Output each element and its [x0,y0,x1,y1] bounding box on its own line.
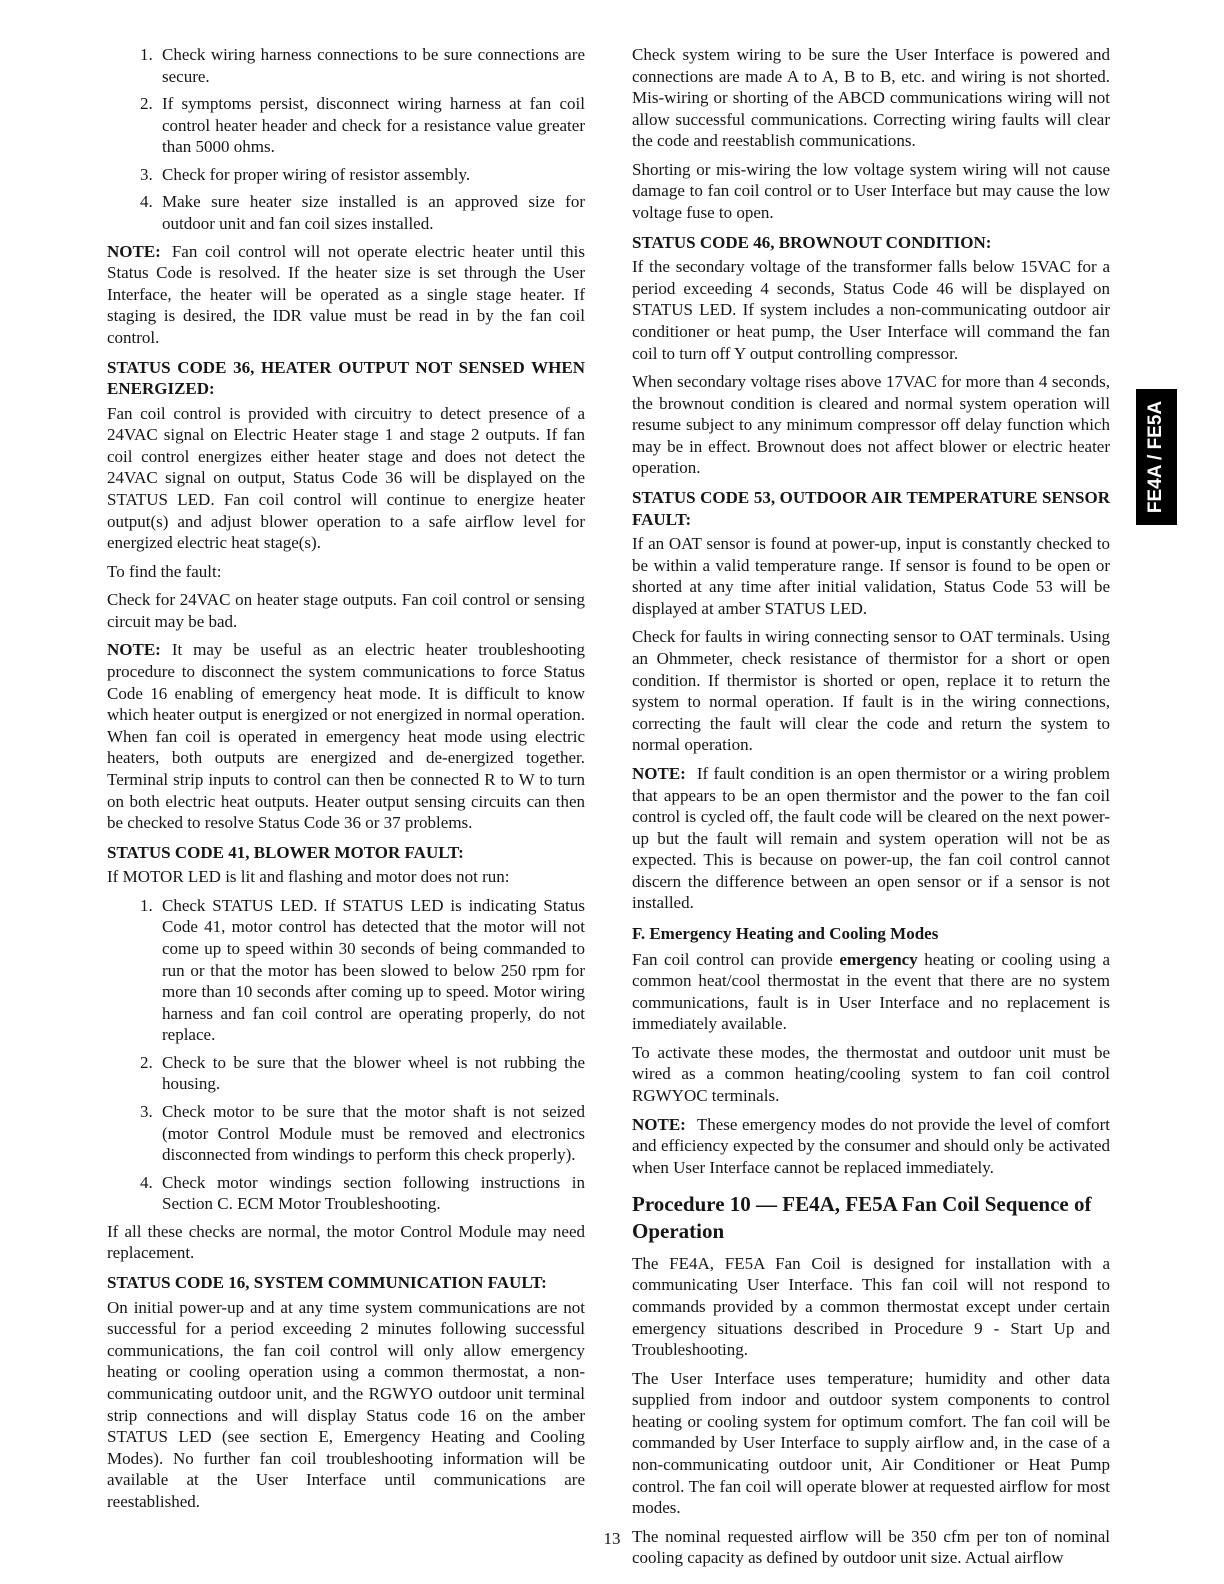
list-item [140,895,585,1046]
paragraph [632,949,1110,1035]
list-item [140,44,585,87]
paragraph: Check for faults in wiring connecting sensor to OAT terminals. Using an Ohmmeter, check resistance of thermistor for a short or open condition. If thermistor is shorted or open, replace it to return the system to normal operation. If fault is in the wiring connections, correcting the fault will clear the code and return the system to normal operation. [632,627,1110,755]
paragraph: To find the fault: [107,561,222,581]
heading-status-code-36: STATUS CODE 36, HEATER OUTPUT NOT SENSED WHEN ENERGIZED: [107,357,585,399]
note-label: NOTE: [107,640,161,660]
note-label: NOTE: [107,241,161,261]
paragraph: If the secondary voltage of the transformer falls below 15VAC for a period exceeding 4 seconds, Status Code 46 will be displayed on STATUS LED. If system includes a non-communicating outdoor air conditioner or heat pump, the User Interface will command the fan coil to turn off Y output controlling compressor. [632,257,1110,363]
paragraph: If an OAT sensor is found at power-up, input is constantly checked to be within a valid temperature range. If sensor is found to be open or shorted at any time after initial validation, Status Code 53 will be displayed at amber STATUS LED. [632,534,1110,618]
list-item-text: Check motor windings section following instructions in Section C. ECM Motor Troubleshooting. [162,1172,585,1214]
list-item [140,1052,585,1095]
heading-emergency-modes: F. Emergency Heating and Cooling Modes [632,923,939,943]
list-item [140,1101,585,1166]
note-label: NOTE: [632,1114,686,1134]
list-item-number: 3. [140,1102,153,1122]
list-item-text: Check motor to be sure that the motor shaft is not seized (motor Control Module must be removed and electronics disconnected from windings to perform this check properly). [162,1102,585,1165]
note-paragraph [107,639,585,833]
note-text: Fan coil control will not operate electric heater until this Status Code is resolved. If the heater size is set through the User Interface, the heater will be operated as a single stage heater. If staging is desired, the IDR value must be read in by the fan coil control. [107,241,585,347]
note-paragraph [107,241,585,349]
note-text: If fault condition is an open thermistor or a wiring problem that appears to be an open thermistor and the power to the fan coil control is cycled off, the fault code will be cleared on the next power-up but the fault will remain and system operation will not be as expected. This is because on power-up, the fan coil control cannot discern the difference between an open sensor or if a sensor is not installed. [632,763,1110,913]
list-item-number: 2. [140,94,153,114]
heading-status-code-41: STATUS CODE 41, BLOWER MOTOR FAULT: [107,842,464,862]
paragraph: The nominal requested airflow will be 350 cfm per ton of nominal cooling capacity as defined by outdoor unit size. Actual airflow [632,1526,1110,1568]
paragraph: If all these checks are normal, the motor Control Module may need replacement. [107,1221,585,1263]
motor-check-list [107,895,585,1215]
list-item-text: Check STATUS LED. If STATUS LED is indicating Status Code 41, motor control has detected that the motor will not come up to speed within 30 seconds of being commanded to run or that the motor has been slowed to below 250 rpm for more than 10 seconds after coming up to speed. Motor wiring harness and fan coil control are operating properly, do not replace. [162,895,585,1045]
heading-status-code-53: STATUS CODE 53, OUTDOOR AIR TEMPERATURE SENSOR FAULT: [632,487,1110,529]
list-item [140,164,585,186]
paragraph: On initial power-up and at any time system communications are not successful for a period exceeding 2 minutes following successful communications, the fan coil control will only allow emergency heating or cooling operation using a common thermostat, a non-communicating outdoor unit, and the RGWYO outdoor unit terminal strip connections and will display Status code 16 on the amber STATUS LED (see section E, Emergency Heating and Cooling Modes). No further fan coil troubleshooting information will be available at the User Interface until communications are reestablished. [107,1297,585,1511]
list-item-text: Check to be sure that the blower wheel is not rubbing the housing. [162,1052,585,1094]
paragraph: Check system wiring to be sure the User Interface is powered and connections are made A to A, B to B, etc. and wiring is not shorted. Mis-wiring or shorting of the ABCD communications wiring will not allow successful communications. Correcting wiring faults will clear the code and reestablish communications. [632,45,1110,151]
heading-procedure-10: Procedure 10 — FE4A, FE5A Fan Coil Sequence of Operation [632,1192,1092,1243]
paragraph: To activate these modes, the thermostat and outdoor unit must be wired as a common heating/cooling system to fan coil control RGWYOC terminals. [632,1042,1110,1106]
left-column [107,44,585,1576]
note-label: NOTE: [632,763,686,783]
paragraph: Fan coil control is provided with circuitry to detect presence of a 24VAC signal on Electric Heater stage 1 and stage 2 outputs. If fan coil control energizes either heater stage and does not detect the 24VAC signal on output, Status Code 36 will be displayed on the STATUS LED. Fan coil control will continue to energize heater output(s) and adjust blower operation to a safe airflow level for energized electric heat stage(s). [107,403,585,553]
list-item-number: 1. [140,895,153,915]
right-column [632,44,1110,1576]
heading-status-code-16: STATUS CODE 16, SYSTEM COMMUNICATION FAULT: [107,1273,547,1293]
note-paragraph [632,763,1110,914]
list-item-text: Check wiring harness connections to be sure connections are secure. [162,45,585,86]
paragraph: When secondary voltage rises above 17VAC for more than 4 seconds, the brownout condition is cleared and normal system operation will resume subject to any minimum compressor off delay function which may be in effect. Brownout does not affect blower or electric heater operation. [632,372,1110,478]
list-item [140,1172,585,1215]
paragraph: The User Interface uses temperature; humidity and other data supplied from indoor and outdoor system components to control heating or cooling system for optimum comfort. The fan coil will be commanded by User Interface to supply airflow and, in the case of a non-communicating outdoor unit, Air Conditioner or Heat Pump control. The fan coil will operate blower at requested airflow for most modes. [632,1368,1110,1518]
list-item-number: 2. [140,1052,153,1072]
list-item-text: Make sure heater size installed is an approved size for outdoor unit and fan coil sizes installed. [162,192,585,234]
note-paragraph [632,1114,1110,1179]
paragraph: Check for 24VAC on heater stage outputs. Fan coil control or sensing circuit may be bad. [107,590,585,631]
heading-status-code-46: STATUS CODE 46, BROWNOUT CONDITION: [632,232,992,252]
note-text: It may be useful as an electric heater troubleshooting procedure to disconnect the system communications to force Status Code 16 enabling of emergency heat mode. It is difficult to know which heater output is energized or not energized in normal operation. When fan coil is operated in emergency heat mode using electric heaters, both outputs are energized and de-energized together. Terminal strip inputs to control can then be connected R to W to turn on both electric heat outputs. Heater output sensing circuits can then be checked to resolve Status Code 36 or 37 problems. [107,640,585,833]
list-item-number: 1. [140,45,153,64]
list-item-number: 4. [140,192,153,212]
page-number: 13 [603,1529,621,1548]
side-tab-fe4a-fe5a [1136,389,1177,525]
paragraph: The FE4A, FE5A Fan Coil is designed for installation with a communicating User Interface. This fan coil will not respond to commands provided by a common thermostat except under certain emergency situations described in Procedure 9 - Start Up and Troubleshooting. [632,1253,1110,1360]
heater-check-list [107,44,585,235]
list-item-text: Check for proper wiring of resistor assembly. [162,164,471,184]
emphasis-text: emergency [839,949,918,969]
list-item-number: 3. [140,164,153,184]
list-item [140,93,585,158]
paragraph: If MOTOR LED is lit and flashing and motor does not run: [107,867,510,887]
paragraph: Shorting or mis-wiring the low voltage system wiring will not cause damage to fan coil control or to User Interface but may cause the low voltage fuse to open. [632,159,1110,223]
list-item-number: 4. [140,1172,153,1192]
list-item-text: If symptoms persist, disconnect wiring harness at fan coil control heater header and check for a resistance value greater than 5000 ohms. [162,94,585,157]
document-body [107,44,1110,1576]
paragraph-text: heating or cooling using a common heat/cool thermostat in the event that there are no system communications, fault is in User Interface and no replacement is immediately available. [632,949,1110,1034]
side-tab-label: FE4A / FE5A [1145,400,1167,514]
list-item [140,191,585,234]
note-text: These emergency modes do not provide the level of comfort and efficiency expected by the consumer and should only be activated when User Interface cannot be replaced immediately. [632,1114,1110,1177]
paragraph-text: Fan coil control can provide [632,949,840,969]
